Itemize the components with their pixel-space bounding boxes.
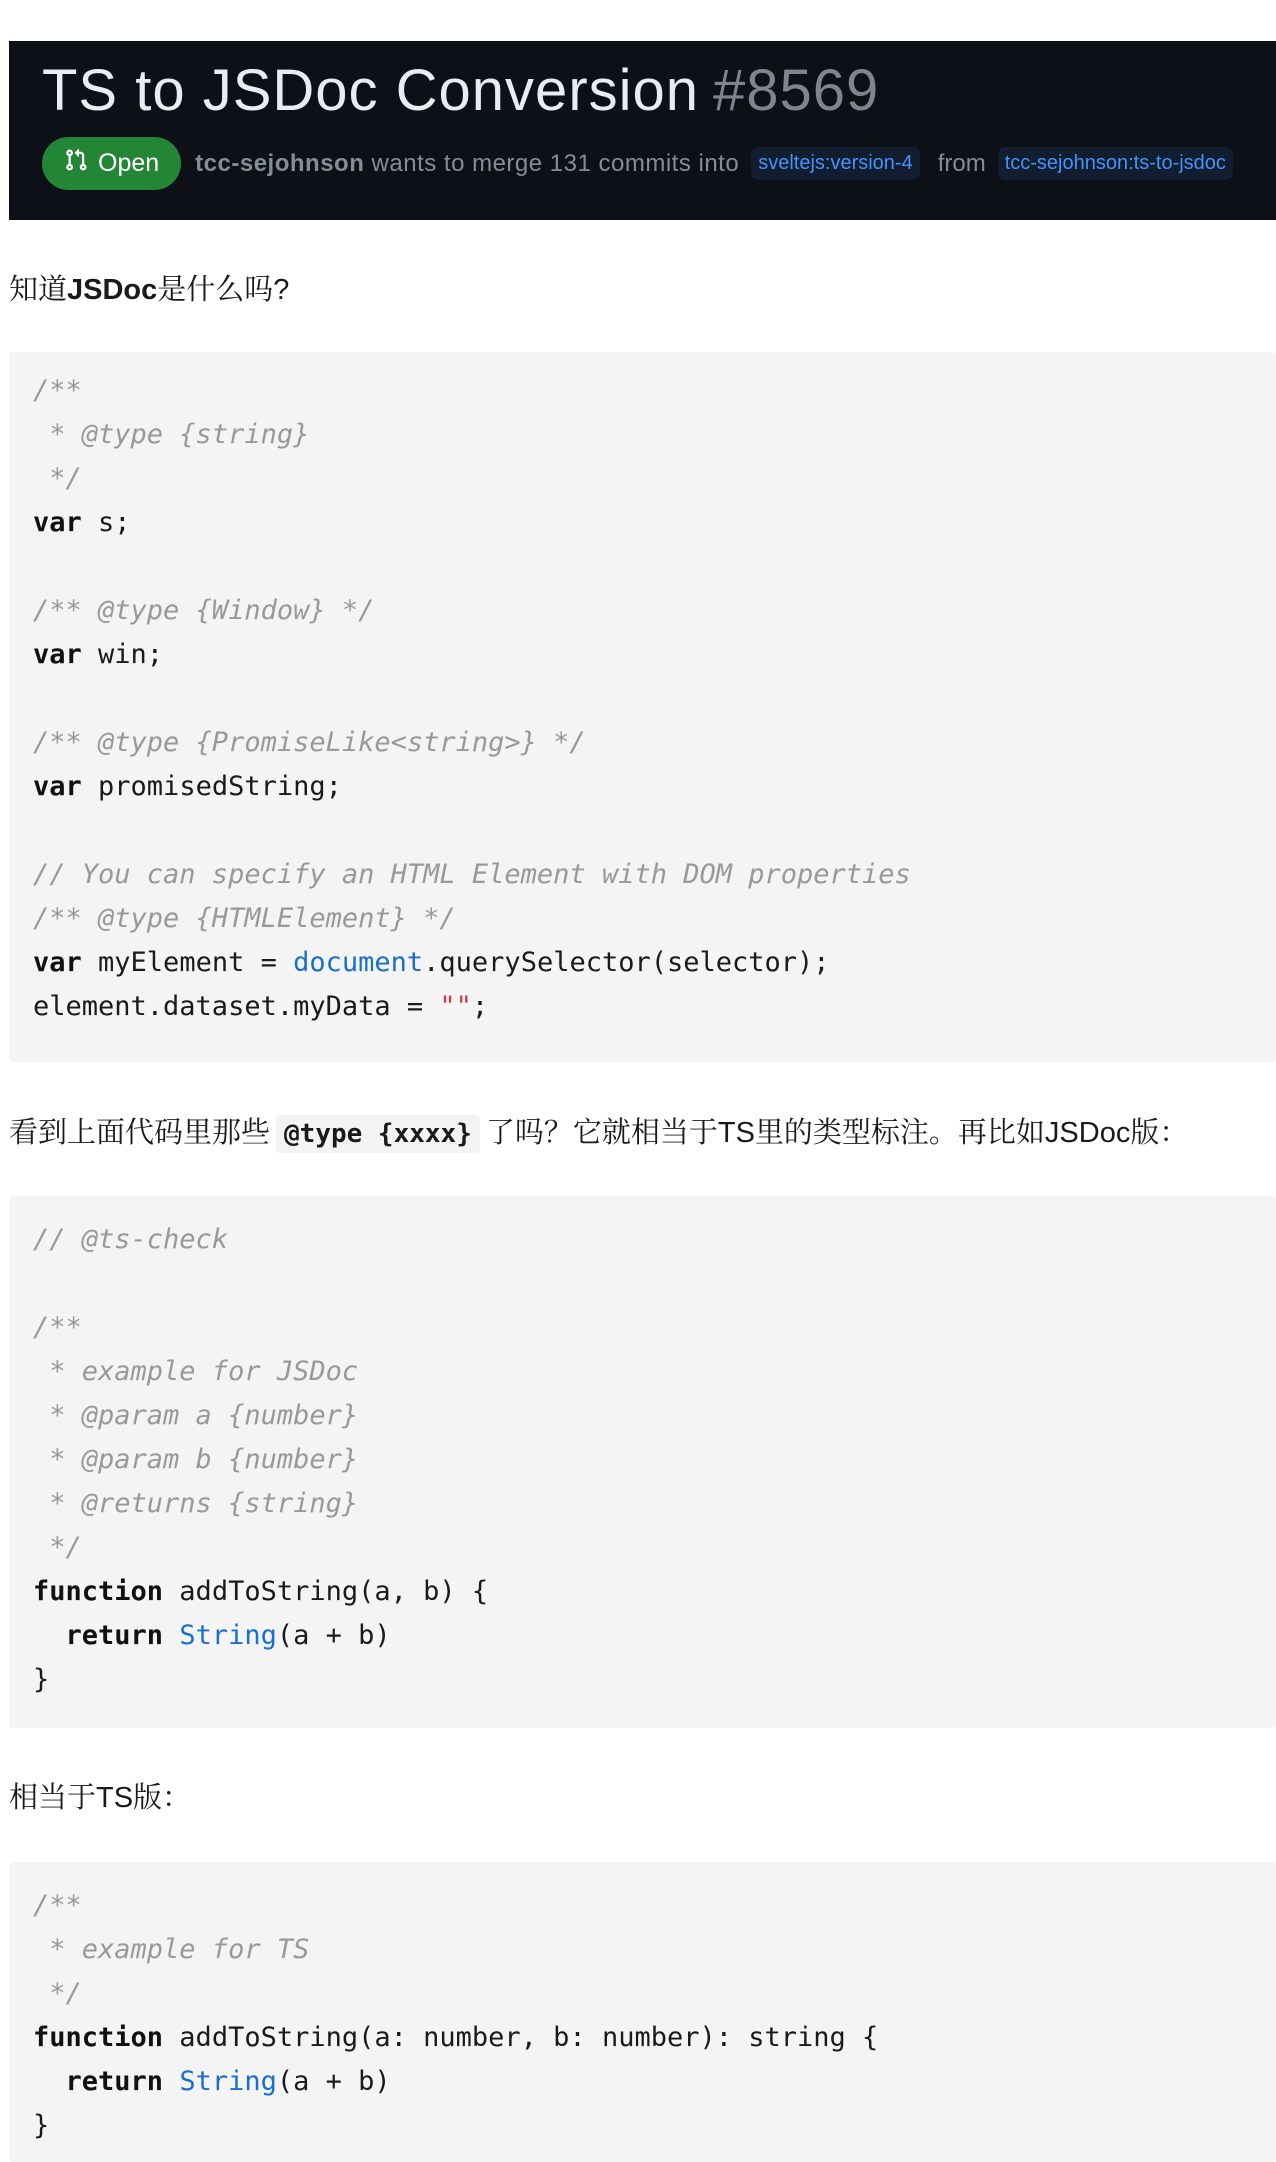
code-token-builtin: String: [179, 1620, 277, 1651]
code-token-keyword: var: [33, 639, 82, 670]
pr-title-text: TS to JSDoc Conversion: [42, 58, 700, 123]
code-line: [33, 721, 1276, 765]
code-token-string: "": [439, 991, 472, 1022]
pr-number[interactable]: #8569: [713, 58, 880, 123]
explanation-text-before: 看到上面代码里那些: [9, 1117, 271, 1149]
pr-merge-text: wants to merge 131 commits into: [371, 149, 740, 177]
code-line: [33, 1526, 1276, 1570]
code-token-comment: */: [33, 463, 82, 494]
code-token-plain: }: [33, 1664, 50, 1695]
code-token-comment: /** @type {PromiseLike<string>} */: [33, 727, 586, 758]
code-line: [33, 809, 1276, 853]
code-token-plain: (a + b): [276, 1620, 391, 1651]
intro-text-before: 知道: [9, 274, 68, 306]
code-block-jsdoc-types: [9, 352, 1276, 1062]
code-line: [33, 1394, 1276, 1438]
code-token-comment: /**: [33, 1312, 82, 1343]
ts-intro-paragraph: 相当于TS版：: [9, 1782, 192, 1814]
code-token-keyword: function: [33, 1576, 164, 1607]
intro-text-after: 是什么吗?: [157, 274, 290, 306]
code-line: [33, 2060, 1276, 2104]
code-token-comment: * @param b {number}: [33, 1444, 359, 1475]
code-line: [33, 1570, 1276, 1614]
code-token-keyword: return: [65, 2066, 164, 2097]
explanation-text-after: 了吗？它就相当于TS里的类型标注。再比如JSDoc版：: [485, 1117, 1189, 1149]
code-token-plain: [33, 1620, 66, 1651]
code-token-plain: .querySelector(selector);: [423, 947, 830, 978]
code-token-plain: s;: [81, 507, 131, 538]
code-token-keyword: return: [65, 1620, 164, 1651]
code-token-comment: * @returns {string}: [33, 1488, 359, 1519]
code-line: [33, 457, 1276, 501]
code-token-plain: ;: [471, 991, 489, 1022]
code-token-plain: addToString(a: number, b: number): string {: [163, 2022, 879, 2053]
base-branch-label[interactable]: sveltejs:version-4: [751, 147, 920, 180]
code-line: [33, 1262, 1276, 1306]
code-line: [33, 1438, 1276, 1482]
pr-header-banner: [9, 41, 1276, 220]
code-line: [33, 985, 1276, 1029]
code-block-jsdoc-function: [9, 1196, 1276, 1728]
code-token-comment: /** @type {HTMLElement} */: [33, 903, 456, 934]
code-token-keyword: var: [33, 947, 82, 978]
code-token-plain: }: [33, 2110, 50, 2141]
code-token-keyword: function: [33, 2022, 164, 2053]
intro-text-bold: JSDoc: [67, 274, 158, 306]
code-token-comment: * example for JSDoc: [33, 1356, 359, 1387]
code-line: [33, 501, 1276, 545]
code-line: [33, 853, 1276, 897]
code-line: [33, 1218, 1276, 1262]
code-token-comment: */: [33, 1532, 82, 1563]
code-token-comment: // You can specify an HTML Element with DOM properties: [33, 859, 911, 890]
code-token-builtin: String: [179, 2066, 277, 2097]
code-token-plain: [33, 2066, 66, 2097]
code-line: [33, 1972, 1276, 2016]
code-line: [33, 589, 1276, 633]
code-line: [33, 1884, 1276, 1928]
pr-author-link[interactable]: tcc-sejohnson: [195, 149, 365, 177]
code-line: [33, 897, 1276, 941]
code-line: [33, 1614, 1276, 1658]
code-token-comment: /**: [33, 375, 82, 406]
from-text: from: [937, 149, 986, 177]
code-line: [33, 1482, 1276, 1526]
code-line: [33, 1928, 1276, 1972]
code-token-plain: promisedString;: [81, 771, 342, 802]
git-pull-request-icon: [64, 148, 88, 179]
code-line: [33, 1306, 1276, 1350]
code-line: [33, 545, 1276, 589]
code-token-keyword: var: [33, 771, 82, 802]
code-token-plain: myElement =: [81, 947, 294, 978]
code-token-comment: /** @type {Window} */: [33, 595, 375, 626]
pr-title: [42, 57, 879, 124]
head-branch-label[interactable]: tcc-sejohnson:ts-to-jsdoc: [998, 147, 1233, 180]
pr-status-label: Open: [98, 149, 160, 177]
inline-code: @type {xxxx}: [276, 1115, 480, 1153]
code-token-comment: * @param a {number}: [33, 1400, 359, 1431]
code-line: [33, 677, 1276, 721]
code-token-plain: [163, 2066, 179, 2097]
code-line: [33, 941, 1276, 985]
code-line: [33, 369, 1276, 413]
pr-meta-text: [195, 150, 739, 178]
code-line: [33, 1658, 1276, 1702]
code-token-plain: win;: [81, 639, 164, 670]
code-line: [33, 633, 1276, 677]
intro-paragraph: [9, 267, 289, 308]
code-token-plain: (a + b): [276, 2066, 391, 2097]
pr-status-badge: [42, 137, 181, 190]
code-line: [33, 2016, 1276, 2060]
code-line: [33, 413, 1276, 457]
code-token-comment: /**: [33, 1890, 82, 1921]
code-token-plain: addToString(a, b) {: [163, 1576, 489, 1607]
code-token-comment: * @type {string}: [33, 419, 310, 450]
code-line: [33, 765, 1276, 809]
code-line: [33, 2104, 1276, 2148]
code-token-builtin: document: [293, 947, 424, 978]
code-token-plain: [163, 1620, 179, 1651]
code-token-plain: element.dataset.myData =: [33, 991, 440, 1022]
code-block-ts-function: [9, 1862, 1276, 2162]
code-token-keyword: var: [33, 507, 82, 538]
code-token-comment: * example for TS: [33, 1934, 310, 1965]
code-line: [33, 1350, 1276, 1394]
code-token-comment: */: [33, 1978, 82, 2009]
pr-meta-row: [42, 136, 1239, 191]
code-token-comment: // @ts-check: [33, 1224, 229, 1255]
explanation-paragraph: [9, 1110, 1188, 1151]
